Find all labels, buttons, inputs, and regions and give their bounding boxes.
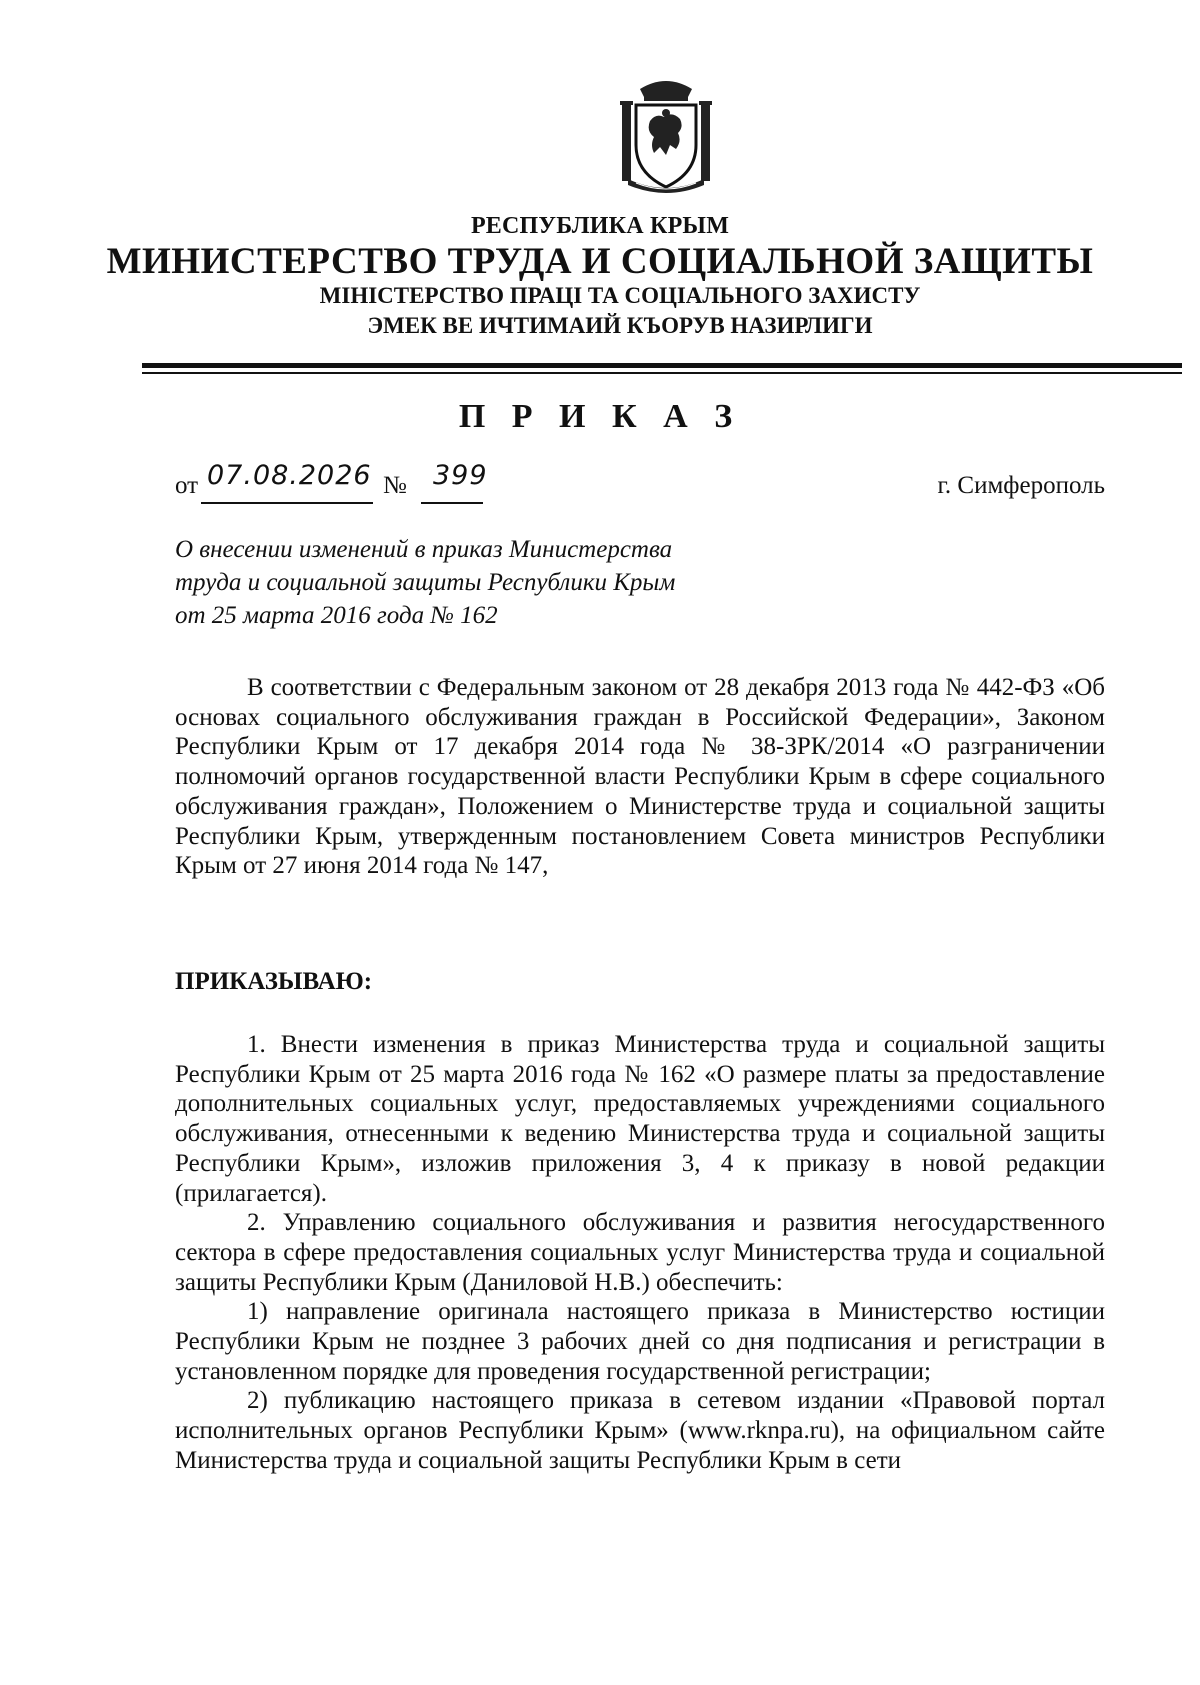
ministry-name-ukrainian: МІНІСТЕРСТВО ПРАЦІ ТА СОЦІАЛЬНОГО ЗАХИСТУ xyxy=(319,283,921,308)
date-prefix: от xyxy=(175,472,199,499)
ministry-name-crimean-tatar: ЭМЕК ВЕ ИЧТИМАИЙ КЪОРУВ НАЗИРЛИГИ xyxy=(367,313,873,338)
preamble-paragraph: В соответствии с Федеральным законом от 28 декабря 2013 года № 442-ФЗ «Об основах социального обслуживания граждан в Российской Федерации», Законом Республики Крым от 17 декабря 2014 года № 38-ЗРК/2014 «О разграничении полномочий органов государственной власти Республики Крым в сфере социального обслуживания граждан», Положением о Министерстве труда и социальной защиты Республики Крым, утвержденным постановлением Совета министров Республики Крым от 27 июня 2014 года № 147, xyxy=(175,674,1105,880)
order-item: 1) направление оригинала настоящего приказа в Министерство юстиции Республики Крым не позднее 3 рабочих дней со дня подписания и регистрации в установленном порядке для проведения государственной регистрации; xyxy=(175,1298,1105,1385)
handwritten-date: 07.08.2026 xyxy=(207,460,372,491)
header-divider-thin xyxy=(142,372,1182,374)
handwritten-number: 399 xyxy=(433,460,488,491)
document-subject xyxy=(175,533,675,632)
number-underline xyxy=(421,502,483,504)
document-title: П Р И К А З xyxy=(458,398,742,435)
number-prefix: № xyxy=(383,472,407,499)
order-item: 2) публикацию настоящего приказа в сетевом издании «Правовой портал исполнительных органов Республики Крым» (www.rknpa.ru), на официальном сайте Министерства труда и социальной защиты Республики Крым в сети xyxy=(175,1387,1105,1474)
subject-line: от 25 марта 2016 года № 162 xyxy=(175,602,498,629)
header-divider-thick xyxy=(142,363,1182,368)
order-items xyxy=(175,1030,1105,1476)
subject-line: труда и социальной защиты Республики Крым xyxy=(175,569,676,596)
order-item: 1. Внести изменения в приказ Министерства труда и социальной защиты Республики Крым от 25 марта 2016 года № 162 «О размере платы за предоставление дополнительных социальных услуг, предоставляемых учреждениями социального обслуживания, отнесенными к ведению Министерства труда и социальной защиты Республики Крым», изложив приложения 3, 4 к приказу в новой редакции (прилагается). xyxy=(175,1031,1105,1207)
republic-name: РЕСПУБЛИКА КРЫМ xyxy=(470,213,730,239)
subject-line: О внесении изменений в приказ Министерства xyxy=(175,536,673,563)
order-word: ПРИКАЗЫВАЮ: xyxy=(175,968,373,995)
order-item: 2. Управлению социального обслуживания и развития негосударственного сектора в сфере предоставления социальных услуг Министерства труда и социальной защиты Республики Крым (Даниловой Н.В.) обеспечить: xyxy=(175,1209,1105,1296)
preamble-block xyxy=(175,673,1105,881)
ministry-name: МИНИСТЕРСТВО ТРУДА И СОЦИАЛЬНОЙ ЗАЩИТЫ xyxy=(106,241,1094,282)
date-underline xyxy=(201,502,373,504)
crimea-coat-of-arms-icon xyxy=(620,75,712,193)
city: г. Симферополь xyxy=(937,472,1105,499)
